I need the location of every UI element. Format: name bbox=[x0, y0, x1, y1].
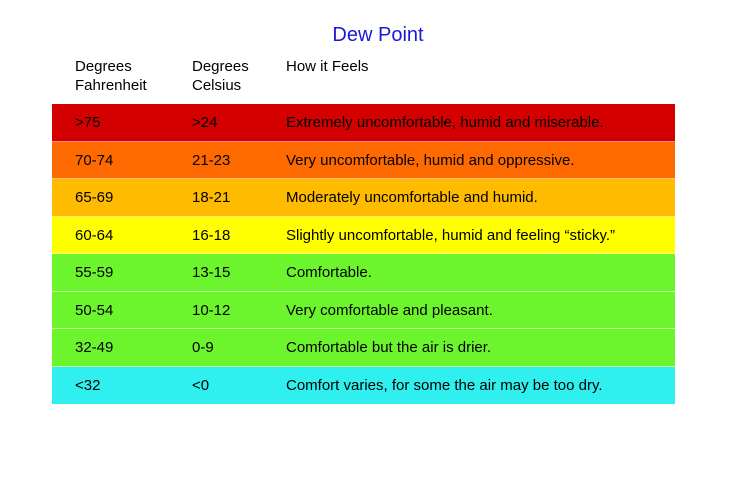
feels-cell: Comfort varies, for some the air may be too dry. bbox=[286, 376, 603, 394]
table-row bbox=[52, 367, 675, 405]
feels-cell: Very comfortable and pleasant. bbox=[286, 301, 493, 319]
table-row bbox=[52, 142, 675, 180]
table-row bbox=[52, 179, 675, 217]
feels-cell: Slightly uncomfortable, humid and feeling “sticky.” bbox=[286, 226, 616, 244]
celsius-cell: 16-18 bbox=[192, 226, 231, 244]
header-fahrenheit bbox=[75, 57, 147, 95]
feels-cell: Extremely uncomfortable, humid and miserable. bbox=[286, 114, 604, 131]
feels-cell: Comfortable. bbox=[286, 264, 372, 281]
celsius-cell: >24 bbox=[192, 114, 218, 131]
table-row bbox=[52, 329, 675, 367]
header-celsius bbox=[192, 57, 249, 95]
fahrenheit-cell: 50-54 bbox=[75, 301, 114, 319]
feels-cell: Moderately uncomfortable and humid. bbox=[286, 189, 538, 206]
header-fahrenheit-line1: Degrees bbox=[75, 58, 132, 75]
celsius-cell: 18-21 bbox=[192, 189, 231, 206]
header-feels-label: How it Feels bbox=[286, 58, 369, 75]
celsius-cell: 0-9 bbox=[192, 339, 214, 356]
table-row bbox=[52, 104, 675, 142]
page-title: Dew Point bbox=[332, 24, 424, 46]
celsius-cell: <0 bbox=[192, 376, 210, 394]
fahrenheit-cell: <32 bbox=[75, 376, 101, 394]
table-row bbox=[52, 217, 675, 255]
feels-cell: Comfortable but the air is drier. bbox=[286, 339, 492, 356]
celsius-cell: 21-23 bbox=[192, 151, 231, 169]
celsius-cell: 13-15 bbox=[192, 264, 231, 281]
feels-cell: Very uncomfortable, humid and oppressive. bbox=[286, 151, 575, 169]
fahrenheit-cell: 65-69 bbox=[75, 189, 114, 206]
fahrenheit-cell: >75 bbox=[75, 114, 101, 131]
header-fahrenheit-line2: Fahrenheit bbox=[75, 77, 147, 94]
dew-point-table bbox=[52, 104, 675, 404]
header-celsius-line1: Degrees bbox=[192, 58, 249, 75]
fahrenheit-cell: 55-59 bbox=[75, 264, 114, 281]
header-celsius-line2: Celsius bbox=[192, 77, 242, 94]
table-row bbox=[52, 292, 675, 330]
fahrenheit-cell: 60-64 bbox=[75, 226, 114, 244]
fahrenheit-cell: 70-74 bbox=[75, 151, 114, 169]
celsius-cell: 10-12 bbox=[192, 301, 231, 319]
fahrenheit-cell: 32-49 bbox=[75, 339, 114, 356]
header-feels bbox=[286, 57, 369, 76]
table-row bbox=[52, 254, 675, 292]
